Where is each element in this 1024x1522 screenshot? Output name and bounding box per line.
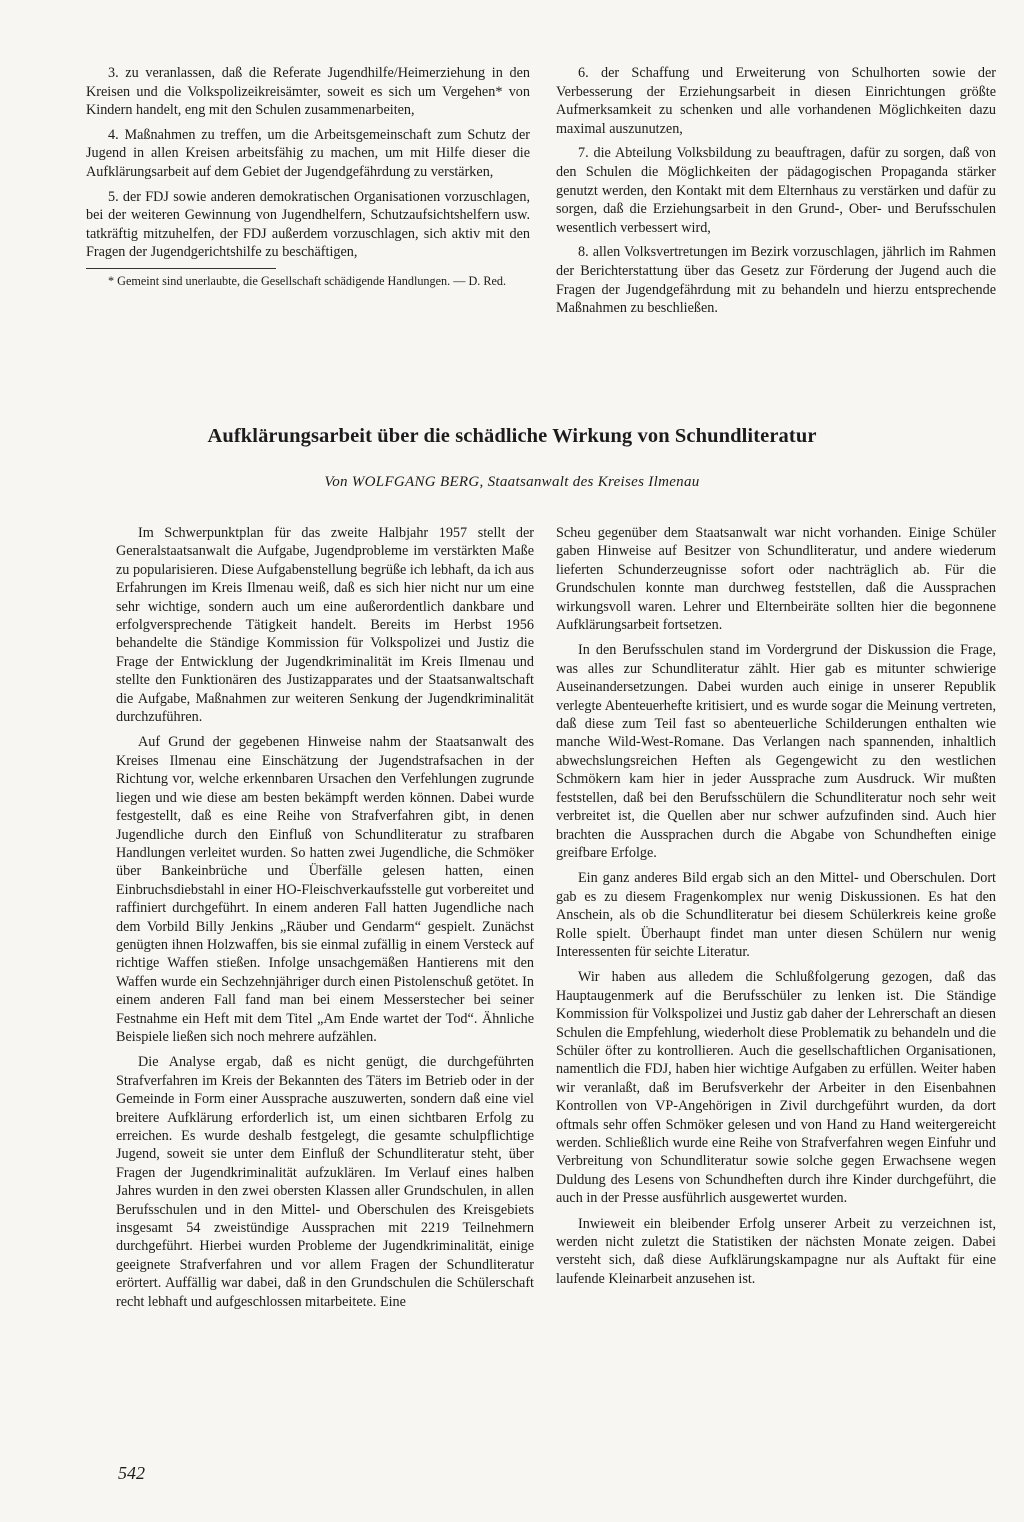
paragraph: Scheu gegenüber dem Staatsanwalt war nicht vorhanden. Einige Schüler gaben Hinweise auf Besitzer von Schundliteratur, und andere wiederum lieferten Schunderzeugnisse sofort oder nachträglich ab. Für die Grundschulen konnte man durchweg feststellen, daß die Aussprachen wirkungsvoll waren. Lehrer und Elternbeiräte sollten hier die begonnene Aufklärungsarbeit fortsetzen. (556, 525, 996, 634)
list-item: 3. zu veranlassen, daß die Referate Jugendhilfe/Heimerziehung in den Kreisen und die Volkspolizeikreisämter, soweit es sich um Vergehen* von Kindern handelt, eng mit den Schulen zusammenarbeiten, (86, 65, 530, 119)
paragraph: Ein ganz anderes Bild ergab sich an den Mittel- und Oberschulen. Dort gab es zu diesem Fragenkomplex nur wenig Diskussionen. Es hat den Anschein, als ob die Schundliteratur bei diesem Schülerkreis keine große Rolle spielt. Überhaupt findet man unter diesen Schülern nur wenig Interessenten für seichte Literatur. (556, 870, 996, 960)
footnote-divider (86, 268, 276, 269)
list-item: 8. allen Volksvertretungen im Bezirk vorzuschlagen, jährlich im Rahmen der Berichterstattung über das Gesetz zur Förderung der Jugend auch die Fragen der Jugendgefährdung mit zu behandeln und hierzu entsprechende Maßnahmen zu beschließen. (556, 244, 996, 317)
article-left-column (116, 524, 534, 1318)
paragraph: Inwieweit ein bleibender Erfolg unserer Arbeit zu verzeichnen ist, werden nicht zuletzt die Statistiken der nächsten Monate zeigen. Dabei versteht sich, daß diese Aufklärungskampagne nur als Auftakt für eine laufende Kleinarbeit anzusehen ist. (556, 1215, 996, 1287)
list-item: 7. die Abteilung Volksbildung zu beauftragen, dafür zu sorgen, daß von den Schulen die Möglichkeiten der pädagogischen Propaganda stärker genutzt werden, den Kontakt mit dem Elternhaus zu verstärken und dafür zu sorgen, daß die Erziehungsarbeit in den Grund-, Ober- und Berufsschulen wesentlich verbessert wird, (556, 145, 996, 236)
top-left-column (86, 64, 530, 295)
paragraph: Die Analyse ergab, daß es nicht genügt, die durchgeführten Strafverfahren im Kreis der Bekannten des Täters im Betrieb oder in der Gemeinde in Form einer Aussprache auszuwerten, sondern daß eine viel breitere Aufklärung erforderlich ist, um einen sichtbaren Erfolg zu erreichen. Es wurde deshalb festgelegt, die gesamte schulpflichtige Jugend, soweit sie unter dem Einfluß der Schundliteratur steht, über Fragen der Jugendkriminalität aufzuklären. Im Verlauf eines halben Jahres wurden in den zwei obersten Klassen aller Grundschulen, in allen Berufsschulen und in den Mittel- und Oberschulen des Kreisgebiets insgesamt 54 zweistündige Aussprachen mit 2219 Teilnehmern durchgeführt. Hierbei wurden Probleme der Jugendkriminalität, einige geeignete Strafverfahren und vor allem Fragen der Schundliteratur erörtert. Auffällig war dabei, daß in den Grundschulen die Schülerschaft recht lebhaft und aufgeschlossen mitarbeitete. Eine (116, 1054, 534, 1310)
paragraph: In den Berufsschulen stand im Vordergrund der Diskussion die Frage, was alles zur Schundliteratur zählt. Hier gab es mitunter schwierige Auseinandersetzungen. Dabei wurden auch einige in unserer Republik verlegte Abenteuerhefte kritisiert, und es wurde sogar die Meinung vertreten, daß diese zum Teil fast so abenteuerliche Schilderungen enthalten wie manche Wild-West-Romane. Das Verlangen nach spannenden, inhaltlich abwechslungsreichen Heften als Gegengewicht zu den westlichen Schmökern kam hier in jeder Aussprache zum Ausdruck. Wir mußten feststellen, daß bei den Berufsschülern die Schundliteratur noch sehr weit verbreitet ist, die Quellen aber nur schwer aufzufinden sind. Auch hier brachten die Aussprachen durch die Abgabe von Schundheften einige greifbare Erfolge. (556, 642, 996, 861)
article-right-column (556, 524, 996, 1295)
paragraph: Auf Grund der gegebenen Hinweise nahm der Staatsanwalt des Kreises Ilmenau eine Einschätzung der Jugendstrafsachen in der Richtung vor, welche erkennbaren Ursachen den Verfehlungen zugrunde liegen und wie diese am besten bekämpft werden können. Dabei wurde festgestellt, daß es eine Reihe von Strafverfahren gibt, in denen Jugendliche durch den Einfluß von Schundliteratur zu strafbaren Handlungen verleitet wurden. So hatten zwei Jugendliche, die Schmöker über Bankeinbrüche und Überfälle gelesen hatten, einen Einbruchsdiebstahl in einer HO-Fleischverkaufsstelle gut vorbereitet und raffiniert durchgeführt. In einem anderen Fall hatten Jugendliche nach dem Vorbild Billy Jenkins „Räuber und Gendarm“ gespielt. Zunächst genügten ihnen Holzwaffen, bis sie einmal zufällig in einem Versteck auf richtige Waffen stießen. Infolge unsachgemäßen Hantierens mit den Waffen wurde ein Sechzehnjähriger durch einen Pistolenschuß getötet. In einem anderen Fall fand man bei einem Messerstecher bei seiner Festnahme ein Heft mit dem Titel „Am Ende wartet der Tod“. Ähnliche Beispiele ließen sich noch mehrere aufzählen. (116, 734, 534, 1045)
paragraph: Im Schwerpunktplan für das zweite Halbjahr 1957 stellt der Generalstaatsanwalt die Aufgabe, Jugendprobleme im verstärkten Maße zu popularisieren. Diese Aufgabenstellung begrüße ich lebhaft, da ich aus Erfahrungen im Kreis Ilmenau weiß, daß es sich hier nicht nur um eine sehr wichtige, sondern auch um eine außerordentlich dankbare und erfolgversprechende Tätigkeit handelt. Bereits im Herbst 1956 behandelte die Ständige Kommission für Volkspolizei und Justiz die Frage der Entwicklung der Jugendkriminalität im Kreis Ilmenau und stellte den Funktionären des Justizapparates und der Staatsanwaltschaft die Aufgabe, Maßnahmen zur weiteren Senkung der Jugendkriminalität durchzuführen. (116, 525, 534, 726)
list-item: 5. der FDJ sowie anderen demokratischen Organisationen vorzuschlagen, bei der weiteren Gewinnung von Jugendhelfern, Schutzaufsichtshelfern usw. tatkräftig mitzuhelfen, der FDJ außerdem vorzuschlagen, sich aktiv mit den Fragen der Jugendgerichtshilfe zu beschäftigen, (86, 188, 530, 261)
footnote: * Gemeint sind unerlaubte, die Gesellschaft schädigende Handlungen. — D. Red. (108, 273, 507, 288)
paragraph: Wir haben aus alledem die Schlußfolgerung gezogen, daß das Hauptaugenmerk auf die Berufsschüler zu lenken ist. Die Ständige Kommission für Volkspolizei und Justiz gab daher der Lehrerschaft an diesen Schulen die Empfehlung, wiederholt diese Problematik zu behandeln und die Schüler öfter zu kontrollieren. Auch die gesellschaftlichen Organisationen, namentlich die FDJ, haben hier wichtige Aufgaben zu erfüllen. Weiter haben wir veranlaßt, daß im Berufsverkehr der Arbeiter in den Eisenbahnen Kontrollen von VP-Angehörigen in Zivil durchgeführt wurden, da dort oftmals sehr offen Schmöker gelesen und von Hand zu Hand weitergereicht werden. Schließlich wurde eine Reihe von Strafverfahren wegen Einfuhr und Verbreitung von Schundliteratur sowie solche gegen Erwachsene wegen Duldung des Lesens von Schundheften durch ihre Kinder durchgeführt, die auch in der Presse ausführlich ausgewertet wurden. (556, 969, 996, 1207)
article-byline: Von WOLFGANG BERG, Staatsanwalt des Kreises Ilmenau (324, 474, 700, 490)
list-item: 6. der Schaffung und Erweiterung von Schulhorten sowie der Verbesserung der Erziehungsarbeit in diesen Einrichtungen größte Aufmerksamkeit zu schenken und alle vorhandenen Möglichkeiten dazu maximal auszunutzen, (556, 65, 996, 137)
page-number: 542 (118, 1463, 145, 1483)
list-item: 4. Maßnahmen zu treffen, um die Arbeitsgemeinschaft zum Schutz der Jugend in allen Kreisen arbeitsfähig zu machen, um mit Hilfe dieser die Aufklärungsarbeit auf dem Gebiet der Jugendgefährdung zu verstärken, (86, 126, 530, 180)
article-title: Aufklärungsarbeit über die schädliche Wirkung von Schundliteratur (207, 425, 817, 447)
top-right-column (556, 64, 996, 324)
